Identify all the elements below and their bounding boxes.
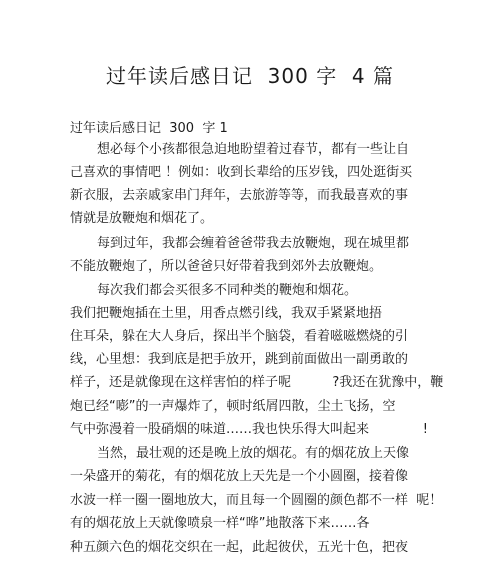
paragraph-line: 气中弥漫着一股硝烟的味道……我也快乐得大叫起来 !: [70, 422, 428, 437]
paragraph-line: 线，心里想：我到底是把手放开，跳到前面做出一副勇敢的: [70, 352, 409, 367]
paragraph-line: 情就是放鞭炮和烟花了。: [70, 211, 214, 226]
paragraph-line: 每次我们都会买很多不同种类的鞭炮和烟花。: [97, 283, 358, 298]
paragraph-line: 己喜欢的事情吧 ！例如：收到长辈给的压岁钱，四处逛街买: [70, 165, 413, 180]
paragraph-line: 样子，还是就像现在这样害怕的样子呢 ?我还在犹豫中，鞭: [70, 375, 444, 390]
paragraph-line: 想必每个小孩都很急迫地盼望着过春节，都有一些让自: [97, 142, 410, 157]
paragraph-line: 每到过年，我都会缠着爸爸带我去放鞭炮，现在城里都: [97, 236, 410, 251]
paragraph-line: 种五颜六色的烟花交织在一起，此起彼伏，五光十色，把夜: [70, 540, 409, 555]
paragraph-line: 我们把鞭炮插在土里，用香点燃引线，我双手紧紧地捂: [70, 306, 383, 321]
paragraph-line: 当然，最壮观的还是晚上放的烟花。有的烟花放上天像: [97, 446, 410, 461]
paragraph-line: 一朵盛开的菊花，有的烟花放上天先是一个小圆圈，接着像: [70, 469, 409, 484]
paragraph-line: 住耳朵，躲在大人身后，探出半个脑袋，看着嗞嗞燃烧的引: [70, 329, 409, 344]
document-subtitle: 过年读后感日记 300 字 1: [70, 121, 228, 136]
paragraph-line: 水波一样一圈一圈地放大，而且每一个圆圈的颜色都不一样 呢！: [70, 493, 443, 508]
paragraph-line: 不能放鞭炮了，所以爸爸只好带着我到郊外去放鞭炮。: [70, 259, 383, 274]
paragraph-line: 炮已经“嘭”的一声爆炸了，顿时纸屑四散，尘土飞扬，空: [70, 399, 396, 414]
paragraph-line: 有的烟花放上天就像喷泉一样“哗”地散落下来……各: [70, 516, 370, 531]
paragraph-line: 新衣服，去亲戚家串门拜年，去旅游等等，而我最喜欢的事: [70, 188, 409, 203]
document-title: 过年读后感日记 300 字 4 篇: [105, 64, 395, 88]
